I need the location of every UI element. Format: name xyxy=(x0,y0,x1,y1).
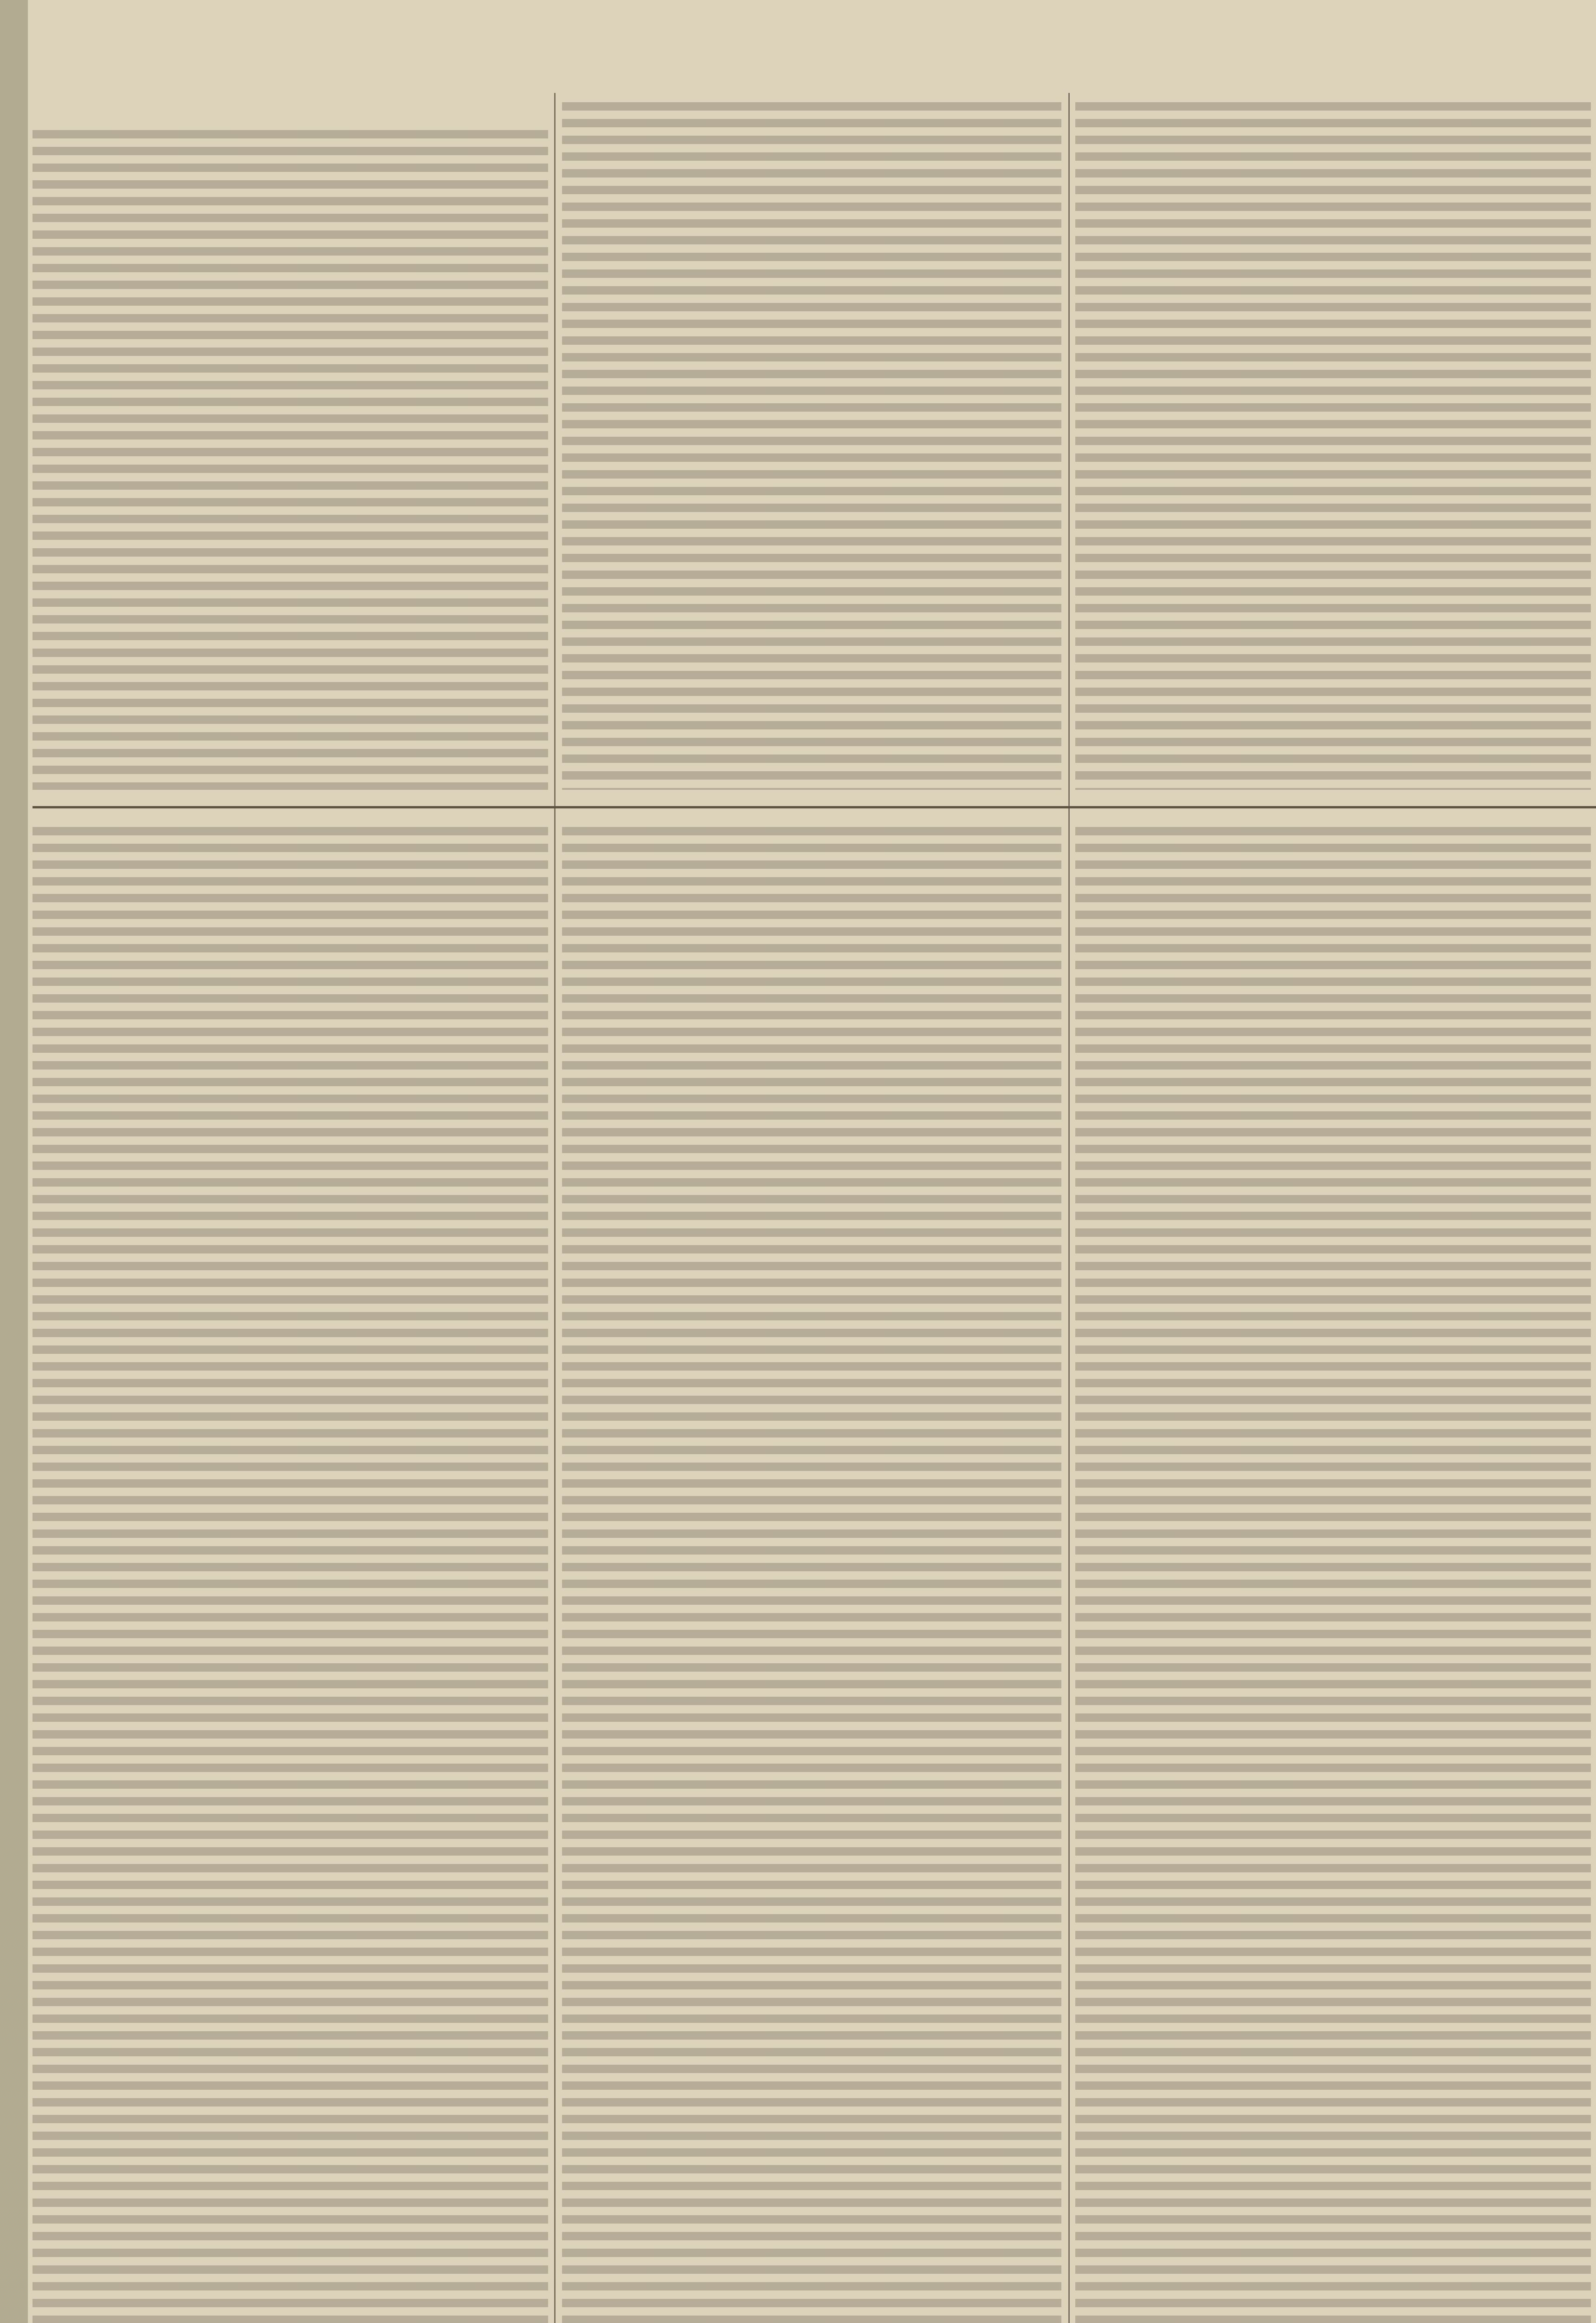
binding-edge xyxy=(0,0,28,2323)
section-divider xyxy=(33,806,1596,808)
column-body xyxy=(1075,827,1591,2323)
lower-right-column xyxy=(1075,818,1591,2323)
lower-middle-column xyxy=(562,818,1061,2323)
column-body xyxy=(562,102,1061,790)
column-body xyxy=(1075,102,1591,790)
column-body xyxy=(33,827,548,2323)
lower-left-column xyxy=(33,818,548,2323)
upper-right-column xyxy=(1075,93,1591,799)
upper-left-column xyxy=(33,93,548,799)
upper-middle-column xyxy=(562,93,1061,799)
column-body xyxy=(562,827,1061,2323)
column-text xyxy=(33,93,548,121)
column-rule xyxy=(1068,93,1070,2323)
column-rule xyxy=(554,93,556,2323)
column-body xyxy=(33,130,548,790)
